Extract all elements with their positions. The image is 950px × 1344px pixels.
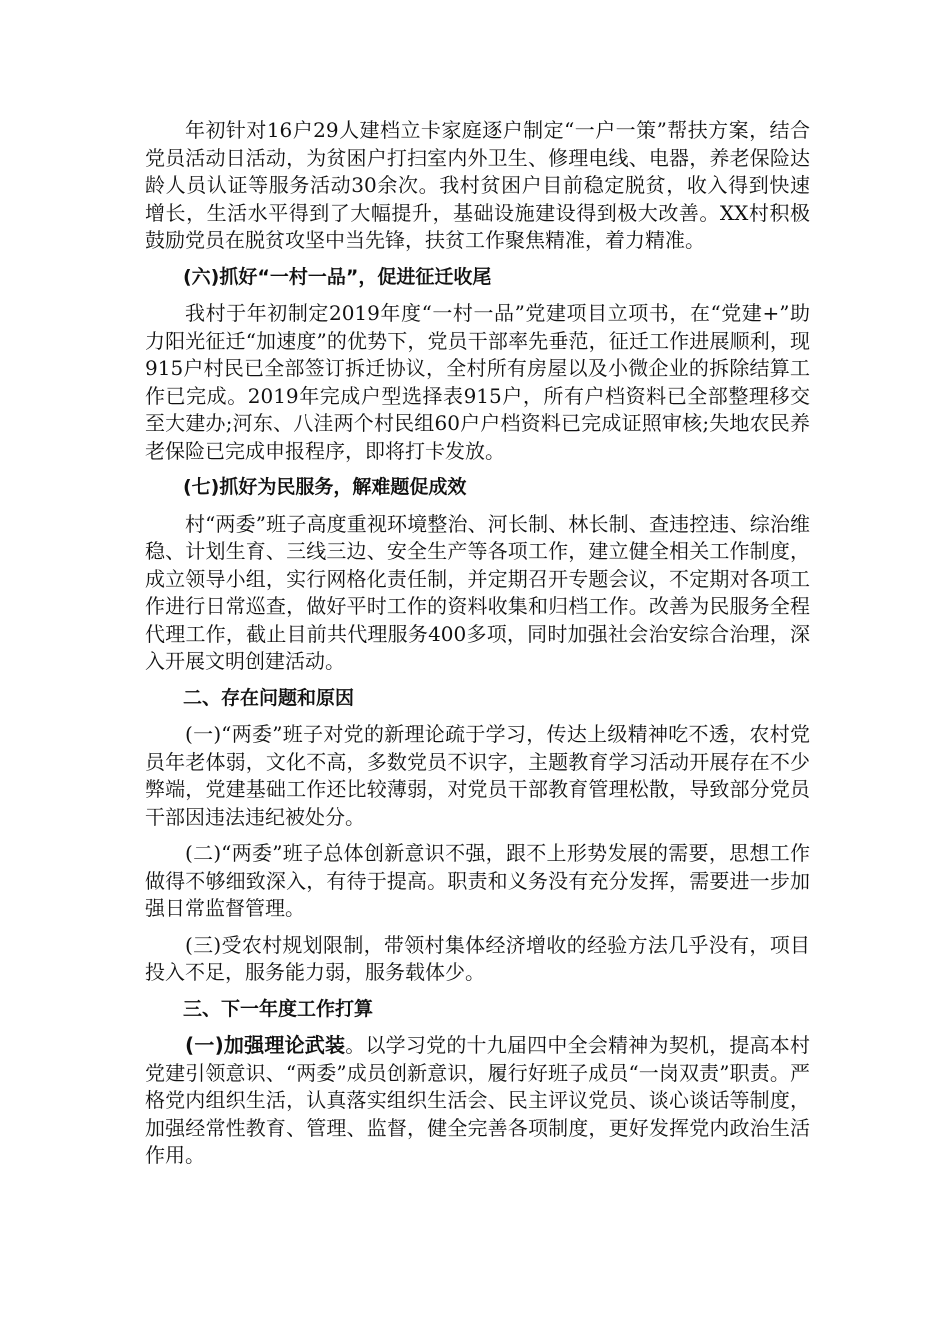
paragraph-public-service: 村“两委”班子高度重视环境整治、河长制、林长制、查违控违、综治维稳、计划生育、三线三边、安全生产等各项工作，建立健全相关工作制度，成立领导小组，实行网格化责任制，并定期召开专题会议，不定期对各项工作进行日常巡查，做好平时工作的资料收集和归档工作。改善为民服务全程代理工作，截止目前共代理服务400多项，同时加强社会治安综合治理，深入开展文明创建活动。 [145,511,810,673]
plan-1-body: 。以学习党的十九届四中全会精神为契机，提高本村党建引领意识、“两委”成员创新意识，履行好班子成员“一岗双责”职责。严格党内组织生活，认真落实组织生活会、民主评议党员、谈心谈话等制度，加强经常性教育、管理、监督，健全完善各项制度，更好发挥党内政治生活作用。 [145,1033,811,1167]
paragraph-problem-2: (二)“两委”班子总体创新意识不强，跟不上形势发展的需要，思想工作做得不够细致深入，有待于提高。职责和义务没有充分发挥，需要进一步加强日常监督管理。 [145,841,810,920]
paragraph-poverty-alleviation: 年初针对16户29人建档立卡家庭逐户制定“一户一策”帮扶方案，结合党员活动日活动，为贫困户打扫室内外卫生、修理电线、电器，养老保险达龄人员认证等服务活动30余次。我村贫困户目前稳定脱贫，收入得到快速增长，生活水平得到了大幅提升，基础设施建设得到极大改善。XX村积极鼓励党员在脱贫攻坚中当先锋，扶贫工作聚焦精准，着力精准。 [145,118,810,252]
heading-one-village-one-product: (六)抓好“一村一品”，促进征迁收尾 [183,265,492,288]
heading-public-service: (七)抓好为民服务，解难题促成效 [183,476,467,498]
section-heading-next-year-plan: 三、下一年度工作打算 [183,997,374,1020]
document-page [145,117,810,1179]
paragraph-problem-1: (一)“两委”班子对党的新理论疏于学习，传达上级精神吃不透，农村党员年老体弱，文化不高，多数党员不识字，主题教育学习活动开展存在不少弊端，党建基础工作还比较薄弱，对党员干部教育管理松散，导致部分党员干部因违法违纪被处分。 [145,722,810,829]
plan-1-lead: (一)加强理论武装 [185,1033,346,1057]
section-heading-problems: 二、存在问题和原因 [183,686,355,709]
paragraph-relocation: 我村于年初制定2019年度“一村一品”党建项目立项书，在“党建+”助力阳光征迁“加速度”的优势下，党员干部率先垂范，征迁工作进展顺利，现 915户村民已全部签订拆迁协议，全村所有房屋以及小微企业的拆除结算工作已完成。2019年完成户型选择表915户，所有户档资料已全部整理移交至大建办;河东、八洼两个村民组60户户档资料已完成证照审核;失地农民养老保险已完成申报程序，即将打卡发放。 [145,301,810,463]
paragraph-problem-3: (三)受农村规划限制，带领村集体经济增收的经验方法几乎没有，项目投入不足，服务能力弱，服务载体少。 [145,932,810,984]
paragraph-plan-1 [145,1032,810,1170]
